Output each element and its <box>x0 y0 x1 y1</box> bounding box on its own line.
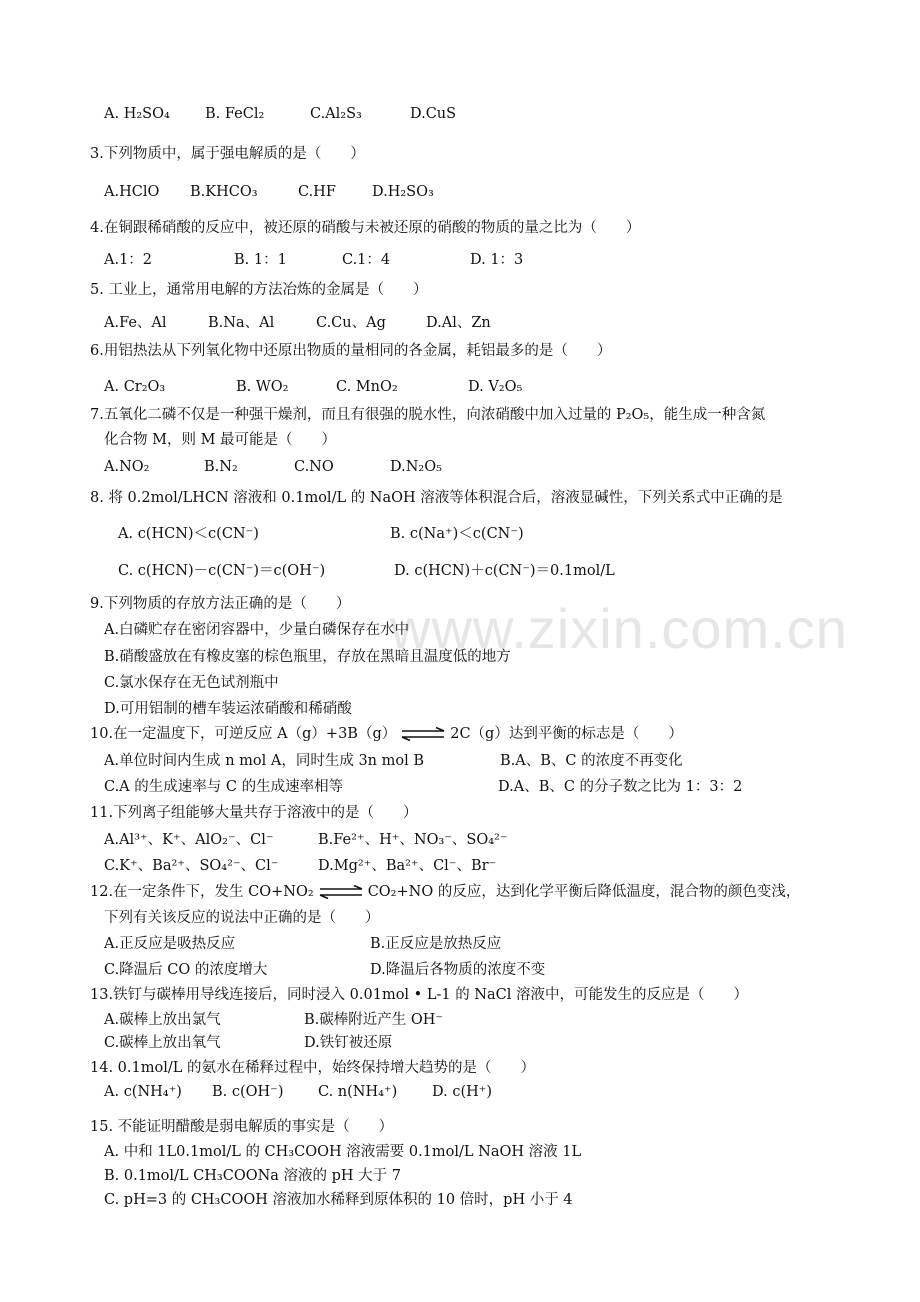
q7-option-b: B.N₂ <box>204 459 238 475</box>
q12-stem <box>90 882 800 902</box>
q13-option-d: D.铁钉被还原 <box>304 1035 393 1051</box>
q5-option-c: C.Cu、Ag <box>316 315 386 331</box>
q12-stem-line2: 下列有关该反应的说法中正确的是（ ） <box>104 910 380 926</box>
q13-option-a: A.碳棒上放出氯气 <box>104 1012 221 1028</box>
q4-option-b: B. 1：1 <box>234 252 287 268</box>
q4-option-c: C.1：4 <box>342 252 391 268</box>
q11-option-a: A.Al³⁺、K⁺、AlO₂⁻、Cl⁻ <box>104 832 274 848</box>
q7-stem-line2: 化合物 M，则 M 最可能是（ ） <box>104 432 337 448</box>
q2-option-a: A. H₂SO₄ <box>104 106 170 122</box>
q3-option-d: D.H₂SO₃ <box>372 184 434 200</box>
equilibrium-arrow-icon <box>318 885 364 899</box>
watermark: www.zixin.com.cn <box>390 597 848 660</box>
q5-option-b: B.Na、Al <box>208 315 275 331</box>
q2-option-d: D.CuS <box>410 106 457 122</box>
q13-option-b: B.碳棒附近产生 OH⁻ <box>304 1012 444 1028</box>
q11-option-c: C.K⁺、Ba²⁺、SO₄²⁻、Cl⁻ <box>104 858 279 874</box>
q8-option-a: A. c(HCN)＜c(CN⁻) <box>118 526 259 542</box>
q15-stem: 15. 不能证明醋酸是弱电解质的事实是（ ） <box>90 1119 394 1135</box>
q11-option-b: B.Fe²⁺、H⁺、NO₃⁻、SO₄²⁻ <box>318 832 508 848</box>
q3-stem: 3.下列物质中，属于强电解质的是（ ） <box>90 146 365 162</box>
q15-option-c: C. pH=3 的 CH₃COOH 溶液加水稀释到原体积的 10 倍时，pH 小于 4 <box>104 1192 573 1208</box>
q10-option-d: D.A、B、C 的分子数之比为 1：3：2 <box>498 779 743 795</box>
q7-option-c: C.NO <box>294 459 334 475</box>
q5-stem: 5. 工业上，通常用电解的方法冶炼的金属是（ ） <box>90 282 428 298</box>
q10-stem-part1: 10.在一定温度下，可逆反应 A（g）+3B（g） <box>90 726 397 742</box>
q3-option-a: A.HClO <box>104 184 160 200</box>
q12-option-b: B.正反应是放热反应 <box>370 936 502 952</box>
q10-option-c: C.A 的生成速率与 C 的生成速率相等 <box>104 779 344 795</box>
q9-option-a: A.白磷贮存在密闭容器中，少量白磷保存在水中 <box>104 622 410 638</box>
q12-option-c: C.降温后 CO 的浓度增大 <box>104 962 268 978</box>
q9-option-b: B.硝酸盛放在有橡皮塞的棕色瓶里，存放在黑暗且温度低的地方 <box>104 649 511 665</box>
q13-option-c: C.碳棒上放出氧气 <box>104 1035 221 1051</box>
q6-option-c: C. MnO₂ <box>336 379 398 395</box>
q11-option-d: D.Mg²⁺、Ba²⁺、Cl⁻、Br⁻ <box>318 858 497 874</box>
q7-stem-line1: 7.五氧化二磷不仅是一种强干燥剂，而且有很强的脱水性，向浓硝酸中加入过量的 P₂O₅，能生成一种含氮 <box>90 407 766 423</box>
q12-stem-part2: CO₂+NO 的反应，达到化学平衡后降低温度，混合物的颜色变浅， <box>367 884 801 900</box>
q7-option-d: D.N₂O₅ <box>390 459 442 475</box>
q9-option-d: D.可用铝制的槽车装运浓硝酸和稀硝酸 <box>104 701 352 717</box>
q10-stem-part2: 2C（g）达到平衡的标志是（ ） <box>450 726 683 742</box>
q13-stem: 13.铁钉与碳棒用导线连接后，同时浸入 0.01mol • L-1 的 NaCl 溶液中，可能发生的反应是（ ） <box>90 987 748 1003</box>
q8-stem: 8. 将 0.2mol/LHCN 溶液和 0.1mol/L 的 NaOH 溶液等体积混合后，溶液显碱性，下列关系式中正确的是 <box>90 490 783 506</box>
q14-stem: 14. 0.1mol/L 的氨水在稀释过程中，始终保持增大趋势的是（ ） <box>90 1060 535 1076</box>
q10-option-b: B.A、B、C 的浓度不再变化 <box>500 753 683 769</box>
q12-stem-part1: 12.在一定条件下，发生 CO+NO₂ <box>90 884 314 900</box>
q5-option-d: D.Al、Zn <box>426 315 491 331</box>
q2-option-b: B. FeCl₂ <box>205 106 265 122</box>
q11-stem: 11.下列离子组能够大量共存于溶液中的是（ ） <box>90 805 418 821</box>
q7-option-a: A.NO₂ <box>104 459 150 475</box>
q14-option-d: D. c(H⁺) <box>432 1084 493 1100</box>
equilibrium-arrow-icon <box>400 727 446 741</box>
q9-option-c: C.氯水保存在无色试剂瓶中 <box>104 675 279 691</box>
q6-option-b: B. WO₂ <box>236 379 289 395</box>
q5-option-a: A.Fe、Al <box>104 315 167 331</box>
q4-stem: 4.在铜跟稀硝酸的反应中，被还原的硝酸与未被还原的硝酸的物质的量之比为（ ） <box>90 220 641 236</box>
q14-option-c: C. n(NH₄⁺) <box>318 1084 398 1100</box>
q6-stem: 6.用铝热法从下列氧化物中还原出物质的量相同的各金属，耗铝最多的是（ ） <box>90 343 612 359</box>
q8-option-b: B. c(Na⁺)＜c(CN⁻) <box>390 526 524 542</box>
q2-option-c: C.Al₂S₃ <box>310 106 362 122</box>
q14-option-b: B. c(OH⁻) <box>212 1084 284 1100</box>
q12-option-d: D.降温后各物质的浓度不变 <box>370 962 546 978</box>
q15-option-a: A. 中和 1L0.1mol/L 的 CH₃COOH 溶液需要 0.1mol/L NaOH 溶液 1L <box>104 1144 582 1160</box>
q9-stem: 9.下列物质的存放方法正确的是（ ） <box>90 596 351 612</box>
q4-option-a: A.1：2 <box>104 252 153 268</box>
q3-option-c: C.HF <box>298 184 336 200</box>
q10-option-a: A.单位时间内生成 n mol A，同时生成 3n mol B <box>104 753 424 769</box>
q8-option-c: C. c(HCN)－c(CN⁻)＝c(OH⁻) <box>118 563 326 579</box>
q10-stem <box>90 724 683 744</box>
q15-option-b: B. 0.1mol/L CH₃COONa 溶液的 pH 大于 7 <box>104 1168 402 1184</box>
q12-option-a: A.正反应是吸热反应 <box>104 936 236 952</box>
q3-option-b: B.KHCO₃ <box>190 184 258 200</box>
q8-option-d: D. c(HCN)＋c(CN⁻)＝0.1mol/L <box>394 563 615 579</box>
q14-option-a: A. c(NH₄⁺) <box>104 1084 182 1100</box>
q6-option-a: A. Cr₂O₃ <box>104 379 166 395</box>
q4-option-d: D. 1：3 <box>470 252 524 268</box>
q6-option-d: D. V₂O₅ <box>468 379 523 395</box>
